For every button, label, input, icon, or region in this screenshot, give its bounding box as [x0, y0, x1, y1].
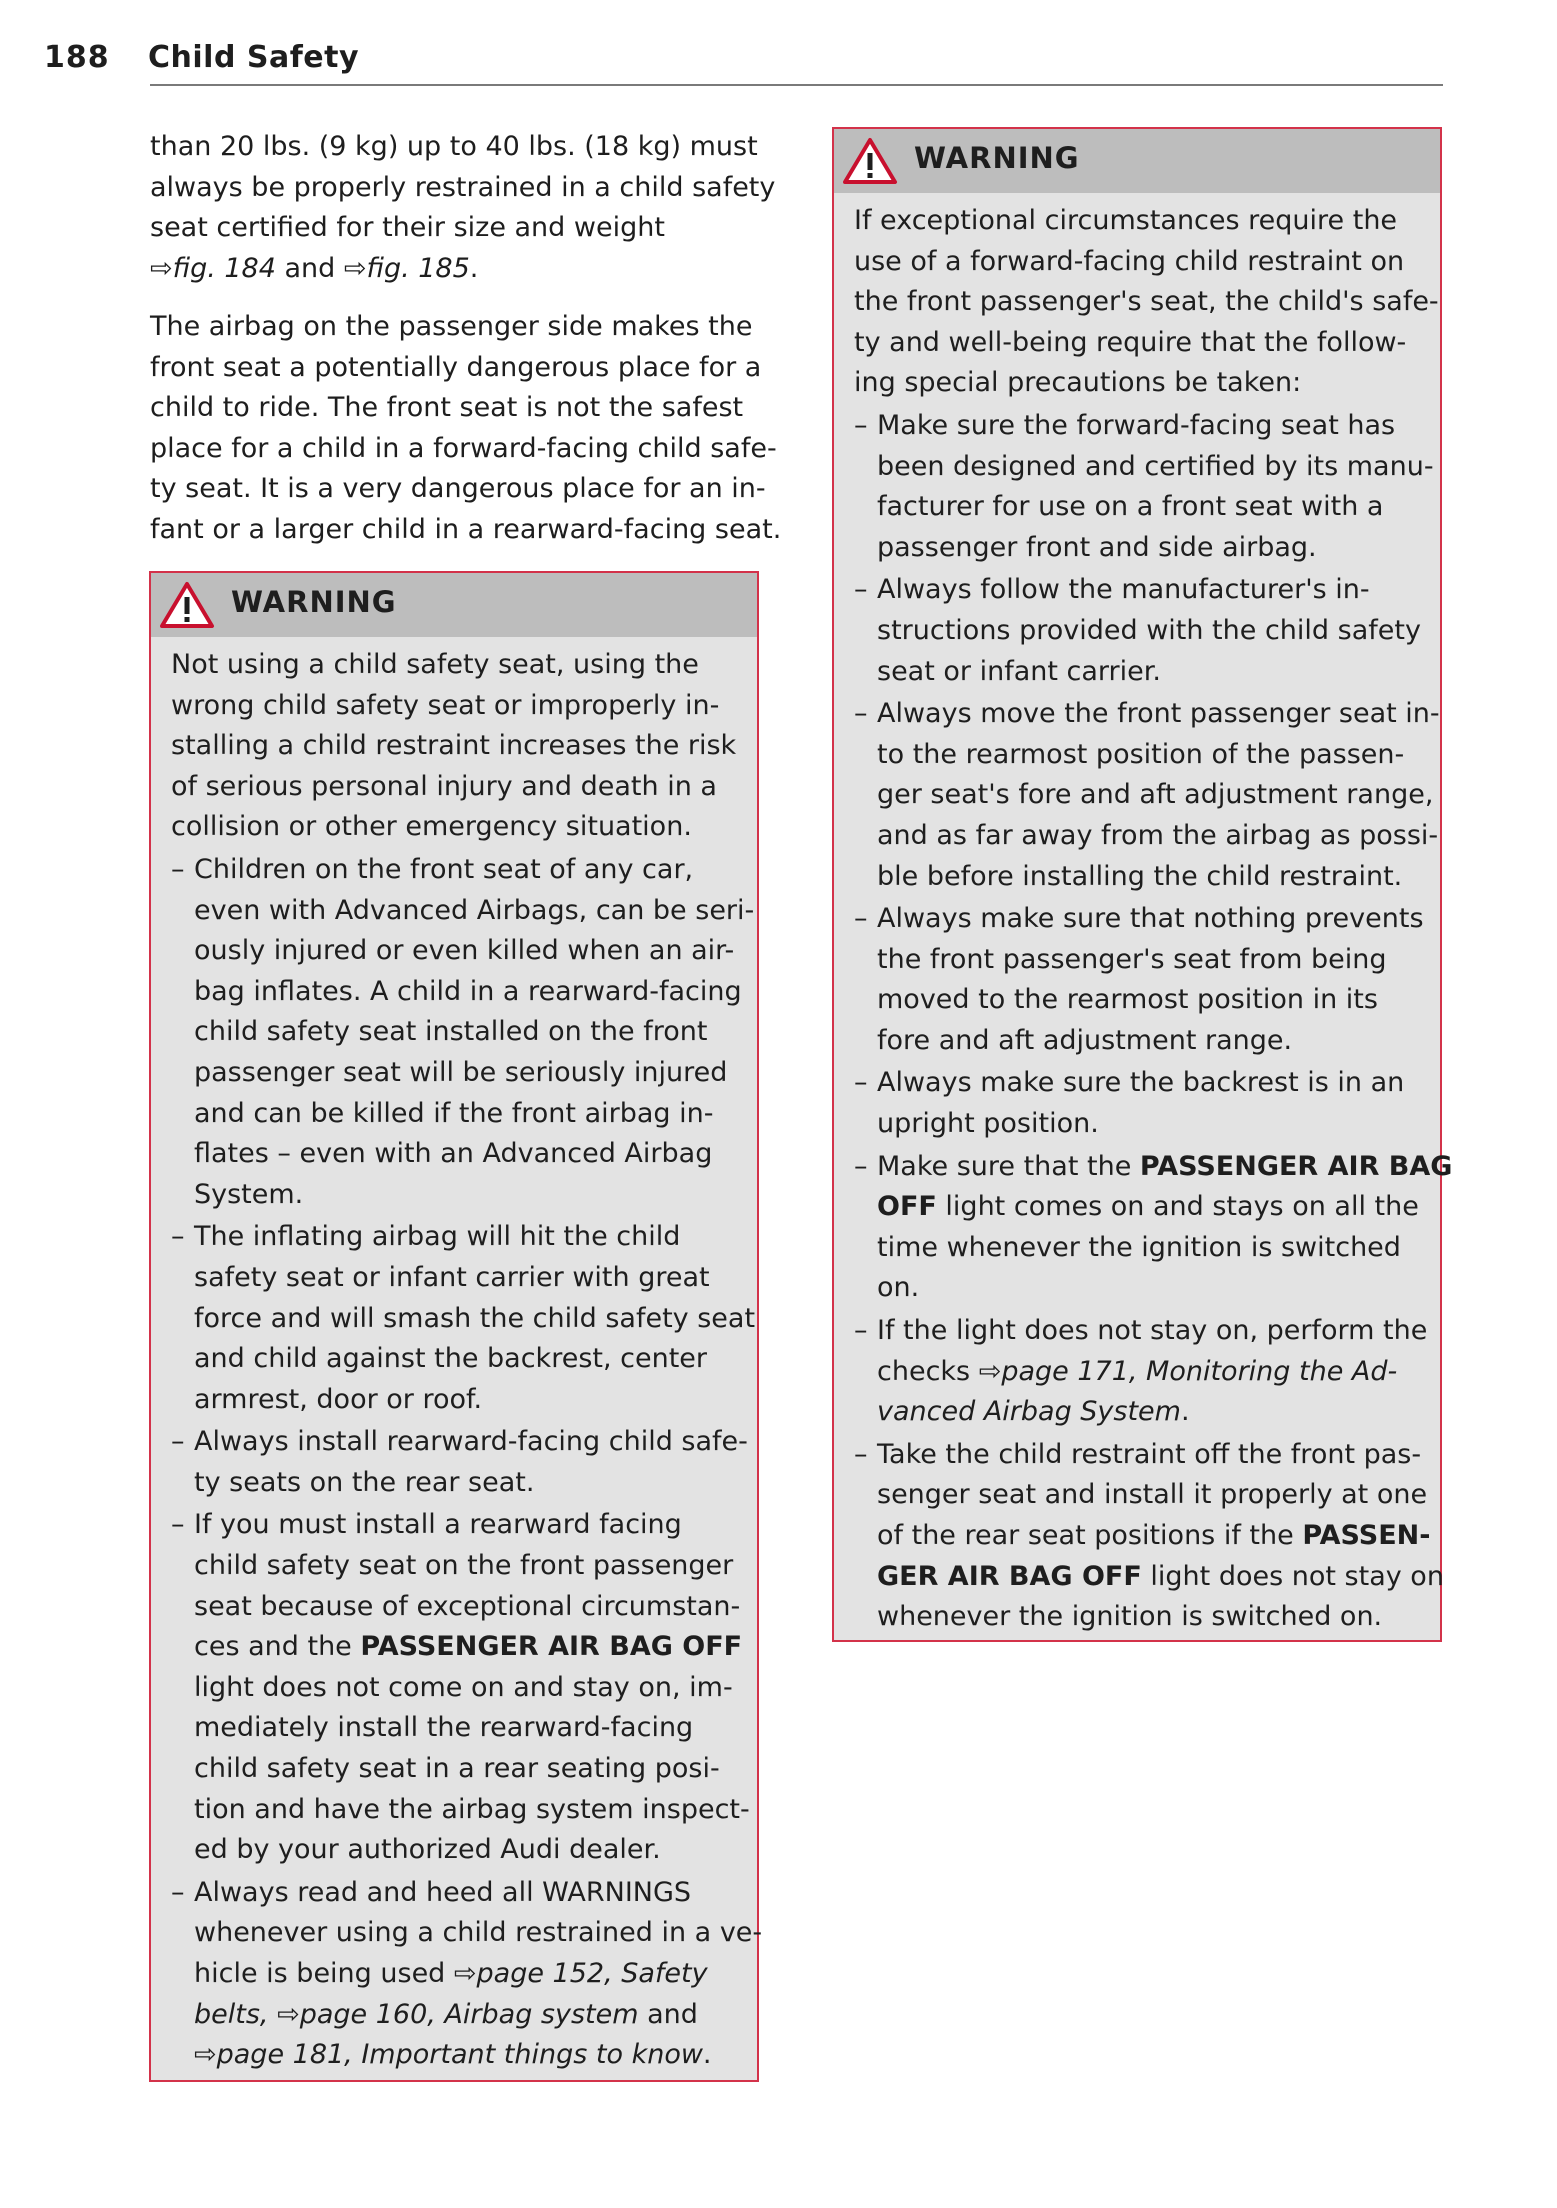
list-item [854, 1063, 1452, 1144]
punctuation: . [1180, 1396, 1190, 1428]
list-item [171, 1505, 762, 1870]
text-line: structions provided with the child safety [877, 614, 1421, 646]
text-line: child safety seat installed on the front [194, 1016, 708, 1048]
figure-reference-link[interactable]: fig. 185 [366, 252, 470, 284]
bold-indicator-name: OFF [877, 1191, 937, 1223]
text-line: and as far away from the airbag as possi- [877, 819, 1439, 851]
intro-paragraph [150, 127, 775, 289]
warning-body [854, 201, 1452, 1638]
text-line: ty seat. It is a very dangerous place for an in- [150, 473, 766, 505]
list-item [854, 1147, 1452, 1309]
text-line: The airbag on the passenger side makes the [150, 311, 753, 342]
text-line: Always make sure the backrest is in an [877, 1067, 1405, 1099]
text-line [194, 1995, 762, 2036]
text-line: Always install rearward-facing child safe- [194, 1426, 748, 1458]
list-item [171, 850, 762, 1215]
text-line: been designed and certified by its manu- [877, 450, 1434, 482]
warning-triangle-icon [842, 137, 898, 185]
page-reference-link[interactable]: belts, [194, 1998, 269, 2030]
text-line: place for a child in a forward-facing child safe- [150, 432, 777, 464]
airbag-paragraph [150, 307, 781, 551]
text-line: senger seat and install it properly at one [877, 1479, 1428, 1511]
text-line: moved to the rearmost position in its [877, 984, 1378, 1016]
text-line: Not using a child safety seat, using the [171, 649, 699, 680]
text-line: ger seat's fore and aft adjustment range, [877, 779, 1434, 811]
text-segment: of the rear seat positions if the [877, 1520, 1303, 1551]
text-line: passenger seat will be seriously injured [194, 1056, 728, 1088]
text-line: time whenever the ignition is switched [877, 1231, 1401, 1263]
list-item [854, 899, 1452, 1061]
reference-arrow-icon: ⇨ [343, 252, 367, 284]
list-dash: – [171, 1221, 185, 1253]
bold-indicator-name: GER AIR BAG OFF [877, 1560, 1142, 1592]
text-line [877, 1516, 1452, 1557]
list-item [854, 570, 1452, 692]
text-line: and can be killed if the front airbag in- [194, 1097, 714, 1129]
page-reference-link[interactable]: page 160, Airbag system [299, 1998, 639, 2030]
text-line: stalling a child restraint increases the risk [171, 730, 737, 762]
text-line: child to ride. The front seat is not the safest [150, 392, 744, 424]
text-line: seat because of exceptional circumstan- [194, 1590, 741, 1622]
text-line: tion and have the airbag system inspect- [194, 1793, 750, 1825]
list-item [854, 406, 1452, 568]
text-line: Children on the front seat of any car, [194, 853, 694, 885]
text-line: If exceptional circumstances require the [854, 205, 1398, 236]
text-line [877, 1187, 1452, 1228]
text-line: even with Advanced Airbags, can be seri- [194, 894, 755, 926]
text-line: ing special precautions be taken: [854, 367, 1302, 399]
text-line: fore and aft adjustment range. [877, 1024, 1293, 1056]
list-item [171, 1873, 762, 2076]
section-title: Child Safety [148, 40, 360, 75]
text-line: Take the child restraint off the front pas- [877, 1438, 1422, 1470]
text-line: Make sure the forward-facing seat has [877, 409, 1396, 441]
text-line: child safety seat on the front passenger [194, 1550, 734, 1582]
list-item [171, 1217, 762, 1420]
text-line: If the light does not stay on, perform the [877, 1315, 1428, 1347]
figure-reference-link[interactable]: fig. 184 [172, 252, 276, 284]
text-line: use of a forward-facing child restraint on [854, 245, 1405, 277]
warning-title: WARNING [914, 141, 1080, 175]
text-line [194, 1627, 762, 1668]
text-line: Always make sure that nothing prevents [877, 903, 1424, 935]
warning-header [834, 129, 1440, 193]
warning-header [151, 573, 757, 637]
text-line: System. [194, 1178, 304, 1210]
reference-arrow-icon: ⇨ [277, 1998, 300, 2030]
text-line: of serious personal injury and death in a [171, 770, 717, 802]
warning-box-left [149, 571, 763, 2082]
conjunction-text: and [275, 252, 344, 284]
list-item [854, 1435, 1452, 1638]
list-dash: – [854, 698, 868, 730]
text-line: seat or infant carrier. [877, 655, 1161, 687]
text-line: the front passenger's seat, the child's safe- [854, 286, 1439, 318]
text-line: always be properly restrained in a child safety [150, 171, 776, 203]
text-line: force and will smash the child safety seat [194, 1302, 756, 1334]
text-line: passenger front and side airbag. [877, 531, 1317, 563]
text-line: child safety seat in a rear seating posi- [194, 1753, 720, 1785]
text-line [194, 1954, 762, 1995]
list-dash: – [854, 1150, 868, 1182]
text-segment: hicle is being used [194, 1958, 454, 1989]
list-dash: – [854, 1315, 868, 1347]
text-segment: checks [877, 1355, 979, 1387]
text-line: armrest, door or roof. [194, 1383, 483, 1415]
punctuation: . [469, 252, 479, 284]
text-line: collision or other emergency situation. [171, 811, 692, 843]
page-reference-link[interactable]: page 152, Safety [476, 1958, 708, 1989]
text-line: mediately install the rearward-facing [194, 1712, 694, 1744]
text-line: bag inflates. A child in a rearward-facing [194, 975, 742, 1007]
text-line: Always follow the manufacturer's in- [877, 574, 1370, 606]
text-segment: light does not stay on [1141, 1560, 1444, 1592]
reference-arrow-icon: ⇨ [453, 1958, 477, 1989]
list-dash: – [171, 1426, 185, 1458]
bold-indicator-name: PASSENGER AIR BAG OFF [360, 1631, 743, 1663]
text-line: Always move the front passenger seat in- [877, 698, 1440, 730]
text-line: Always read and heed all WARNINGS [194, 1876, 692, 1908]
text-line [194, 2035, 762, 2076]
list-dash: – [171, 1876, 185, 1908]
page-number: 188 [44, 40, 110, 75]
text-line: light does not come on and stay on, im- [194, 1671, 733, 1703]
text-line: ed by your authorized Audi dealer. [194, 1834, 661, 1866]
list-item [854, 694, 1452, 897]
text-line: whenever using a child restrained in a ve- [194, 1917, 763, 1949]
list-dash: – [854, 574, 868, 606]
warning-title: WARNING [231, 585, 397, 619]
text-line: the front passenger's seat from being [877, 943, 1387, 975]
text-line: seat certified for their size and weight [150, 212, 665, 244]
text-line: to the rearmost position of the passen- [877, 738, 1405, 770]
page-header [44, 38, 1442, 88]
bold-indicator-name: PASSEN- [1302, 1520, 1431, 1551]
text-segment: and [638, 1998, 698, 2030]
text-segment: ces and the [194, 1631, 361, 1663]
list-dash: – [171, 1509, 185, 1541]
warning-triangle-icon [159, 581, 215, 629]
text-line: than 20 lbs. (9 kg) up to 40 lbs. (18 kg) must [150, 131, 758, 162]
text-line: and child against the backrest, center [194, 1343, 707, 1375]
page-reference-link[interactable]: page 171, Monitoring the Ad- [1001, 1355, 1398, 1387]
list-dash: – [171, 853, 185, 885]
text-line [877, 1557, 1452, 1598]
list-item [171, 1422, 762, 1503]
text-line: ble before installing the child restraint. [877, 860, 1403, 892]
list-dash: – [854, 903, 868, 935]
text-line: flates – even with an Advanced Airbag [194, 1138, 713, 1170]
reference-arrow-icon: ⇨ [150, 252, 173, 284]
text-line: ously injured or even killed when an air- [194, 935, 735, 967]
text-line [150, 249, 775, 290]
text-line: whenever the ignition is switched on. [877, 1601, 1383, 1633]
list-dash: – [854, 1438, 868, 1470]
text-line [877, 1352, 1452, 1393]
text-segment: Make sure that the [877, 1150, 1140, 1182]
text-line: If you must install a rearward facing [194, 1509, 682, 1541]
text-line: ty and well-being require that the follow- [854, 326, 1407, 358]
reference-arrow-icon: ⇨ [978, 1355, 1002, 1387]
text-line [877, 1147, 1452, 1188]
page-reference-link[interactable]: page 181, Important things to know [216, 2039, 703, 2071]
list-item [854, 1311, 1452, 1433]
text-line: facturer for use on a front seat with a [877, 491, 1384, 523]
bold-indicator-name: PASSENGER AIR BAG [1139, 1150, 1453, 1182]
warning-body [171, 645, 762, 2076]
text-line: fant or a larger child in a rearward-facing seat. [150, 513, 782, 545]
header-divider [150, 84, 1443, 86]
reference-arrow-icon: ⇨ [194, 2039, 217, 2071]
text-line: upright position. [877, 1108, 1099, 1140]
text-line [877, 1392, 1452, 1433]
warning-box-right [832, 127, 1453, 1642]
text-line: on. [877, 1272, 920, 1304]
page-reference-link[interactable]: vanced Airbag System [877, 1396, 1181, 1428]
text-line: safety seat or infant carrier with great [194, 1261, 710, 1293]
list-dash: – [854, 409, 868, 441]
text-segment: light comes on and stays on all the [936, 1191, 1419, 1223]
list-dash: – [854, 1067, 868, 1099]
text-line: ty seats on the rear seat. [194, 1466, 535, 1498]
text-line: front seat a potentially dangerous place for a [150, 351, 762, 383]
text-line: wrong child safety seat or improperly in- [171, 689, 720, 721]
text-line: The inflating airbag will hit the child [194, 1221, 681, 1253]
punctuation: . [702, 2039, 712, 2071]
